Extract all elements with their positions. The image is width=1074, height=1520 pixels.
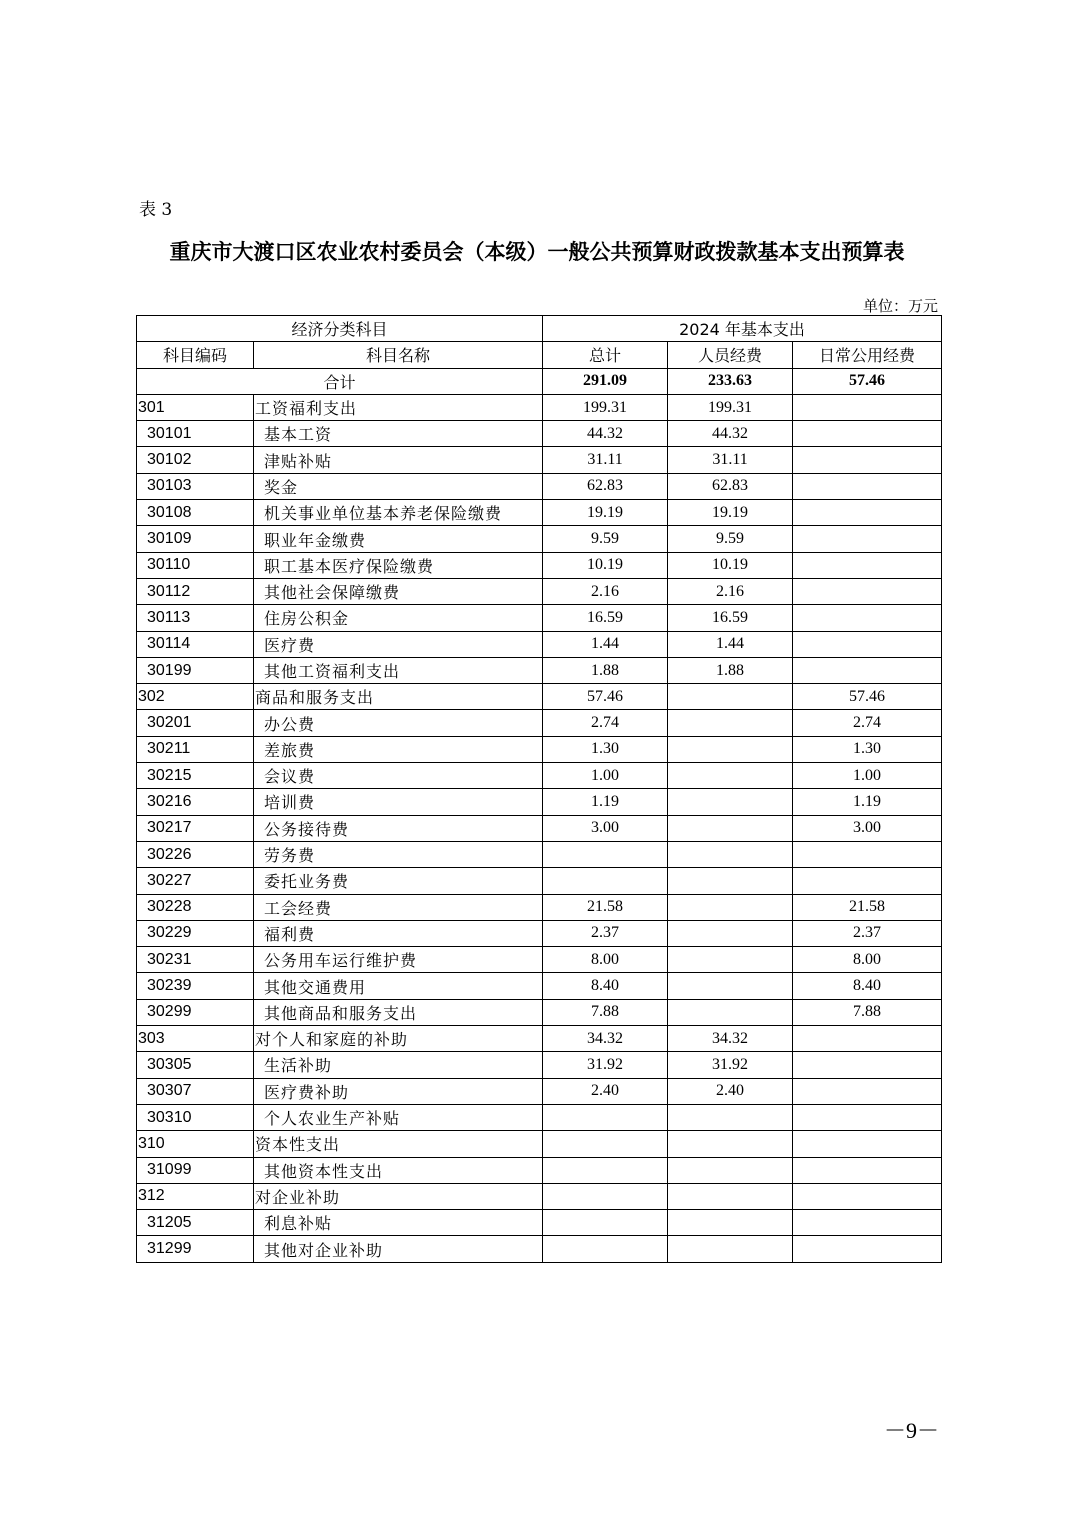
total-row-personnel: 233.63 — [668, 368, 793, 394]
row-code: 30216 — [137, 789, 254, 815]
row-total: 31.92 — [543, 1052, 668, 1078]
document-title: 重庆市大渡口区农业农村委员会（本级）一般公共预算财政拨款基本支出预算表 — [169, 240, 905, 264]
column-header-name: 科目名称 — [254, 342, 543, 368]
table-row — [137, 1236, 942, 1262]
row-total: 2.37 — [543, 920, 668, 946]
row-name: 办公费 — [254, 710, 543, 736]
table-label: 表 3 — [139, 200, 173, 220]
row-total: 1.88 — [543, 657, 668, 683]
row-code: 30307 — [137, 1078, 254, 1104]
row-total: 1.19 — [543, 789, 668, 815]
row-code: 312 — [137, 1183, 254, 1209]
table-row — [137, 947, 942, 973]
row-name: 津贴补贴 — [254, 447, 543, 473]
row-name: 委托业务费 — [254, 868, 543, 894]
row-personnel — [668, 920, 793, 946]
row-name: 其他工资福利支出 — [254, 657, 543, 683]
row-name: 工会经费 — [254, 894, 543, 920]
table-row — [137, 841, 942, 867]
row-personnel: 16.59 — [668, 605, 793, 631]
table-row — [137, 526, 942, 552]
column-header-personnel: 人员经费 — [668, 342, 793, 368]
row-personnel — [668, 1157, 793, 1183]
row-personnel: 31.11 — [668, 447, 793, 473]
column-header-total: 总计 — [543, 342, 668, 368]
row-code: 30114 — [137, 631, 254, 657]
row-personnel: 31.92 — [668, 1052, 793, 1078]
row-public — [793, 1104, 942, 1130]
row-public — [793, 1131, 942, 1157]
table-row — [137, 1131, 942, 1157]
row-personnel — [668, 1236, 793, 1262]
table-row — [137, 473, 942, 499]
table-row — [137, 631, 942, 657]
row-name: 其他交通费用 — [254, 973, 543, 999]
row-name: 劳务费 — [254, 841, 543, 867]
table-row — [137, 578, 942, 604]
row-name: 个人农业生产补贴 — [254, 1104, 543, 1130]
table-row — [137, 789, 942, 815]
row-public — [793, 1078, 942, 1104]
table-row — [137, 1052, 942, 1078]
table-row — [137, 657, 942, 683]
row-public — [793, 605, 942, 631]
row-public — [793, 1236, 942, 1262]
row-personnel: 1.44 — [668, 631, 793, 657]
row-personnel: 2.16 — [668, 578, 793, 604]
row-personnel — [668, 841, 793, 867]
row-code: 30103 — [137, 473, 254, 499]
row-public: 57.46 — [793, 684, 942, 710]
row-code: 303 — [137, 1026, 254, 1052]
row-code: 30227 — [137, 868, 254, 894]
row-name: 公务接待费 — [254, 815, 543, 841]
row-public: 8.40 — [793, 973, 942, 999]
row-total: 1.44 — [543, 631, 668, 657]
row-personnel — [668, 763, 793, 789]
row-personnel — [668, 710, 793, 736]
column-header-public: 日常公用经费 — [793, 342, 942, 368]
row-code: 30199 — [137, 657, 254, 683]
row-name: 基本工资 — [254, 421, 543, 447]
table-row — [137, 894, 942, 920]
row-public — [793, 1183, 942, 1209]
total-row-total: 291.09 — [543, 368, 668, 394]
column-header-code: 科目编码 — [137, 342, 254, 368]
row-total: 2.40 — [543, 1078, 668, 1104]
total-row-label: 合计 — [137, 368, 543, 394]
table-row — [137, 394, 942, 420]
row-name: 其他社会保障缴费 — [254, 578, 543, 604]
row-total: 34.32 — [543, 1026, 668, 1052]
row-code: 30109 — [137, 526, 254, 552]
row-personnel — [668, 868, 793, 894]
budget-table — [136, 315, 942, 1263]
row-public — [793, 394, 942, 420]
row-personnel — [668, 1183, 793, 1209]
table-row — [137, 1104, 942, 1130]
row-code: 30228 — [137, 894, 254, 920]
row-personnel — [668, 999, 793, 1025]
row-total — [543, 841, 668, 867]
row-total: 10.19 — [543, 552, 668, 578]
row-code: 30101 — [137, 421, 254, 447]
table-row — [137, 868, 942, 894]
row-total: 57.46 — [543, 684, 668, 710]
row-public — [793, 526, 942, 552]
row-code: 30201 — [137, 710, 254, 736]
row-personnel — [668, 894, 793, 920]
row-name: 住房公积金 — [254, 605, 543, 631]
row-personnel: 10.19 — [668, 552, 793, 578]
table-row — [137, 1157, 942, 1183]
row-total: 8.00 — [543, 947, 668, 973]
row-public: 21.58 — [793, 894, 942, 920]
row-public: 7.88 — [793, 999, 942, 1025]
row-total — [543, 1131, 668, 1157]
table-row — [137, 1183, 942, 1209]
row-name: 其他商品和服务支出 — [254, 999, 543, 1025]
group-header-row — [137, 316, 942, 342]
row-code: 30108 — [137, 500, 254, 526]
row-total: 31.11 — [543, 447, 668, 473]
row-public — [793, 841, 942, 867]
row-name: 利息补贴 — [254, 1210, 543, 1236]
row-public — [793, 657, 942, 683]
table-row — [137, 1026, 942, 1052]
table-row — [137, 500, 942, 526]
table-row — [137, 815, 942, 841]
row-name: 职工基本医疗保险缴费 — [254, 552, 543, 578]
group-header-economic-category: 经济分类科目 — [137, 316, 543, 342]
row-personnel: 62.83 — [668, 473, 793, 499]
row-code: 30239 — [137, 973, 254, 999]
row-total — [543, 1183, 668, 1209]
table-row — [137, 421, 942, 447]
table-row — [137, 605, 942, 631]
row-total: 19.19 — [543, 500, 668, 526]
row-total: 44.32 — [543, 421, 668, 447]
row-public — [793, 1210, 942, 1236]
row-personnel — [668, 789, 793, 815]
row-name: 资本性支出 — [254, 1131, 543, 1157]
unit-label: 单位：万元 — [862, 297, 938, 315]
row-total: 21.58 — [543, 894, 668, 920]
row-total: 8.40 — [543, 973, 668, 999]
row-code: 30102 — [137, 447, 254, 473]
row-name: 其他资本性支出 — [254, 1157, 543, 1183]
table-row — [137, 920, 942, 946]
row-name: 工资福利支出 — [254, 394, 543, 420]
row-public: 1.19 — [793, 789, 942, 815]
row-code: 30229 — [137, 920, 254, 946]
row-code: 31205 — [137, 1210, 254, 1236]
row-total: 7.88 — [543, 999, 668, 1025]
row-code: 30110 — [137, 552, 254, 578]
row-personnel: 44.32 — [668, 421, 793, 447]
row-personnel — [668, 947, 793, 973]
row-code: 31099 — [137, 1157, 254, 1183]
row-public — [793, 447, 942, 473]
row-code: 30211 — [137, 736, 254, 762]
row-public: 2.37 — [793, 920, 942, 946]
row-personnel: 2.40 — [668, 1078, 793, 1104]
row-name: 医疗费 — [254, 631, 543, 657]
row-public — [793, 473, 942, 499]
row-public: 2.74 — [793, 710, 942, 736]
table-row — [137, 763, 942, 789]
row-code: 30113 — [137, 605, 254, 631]
row-code: 302 — [137, 684, 254, 710]
row-total: 199.31 — [543, 394, 668, 420]
row-personnel — [668, 815, 793, 841]
row-public — [793, 1157, 942, 1183]
row-code: 301 — [137, 394, 254, 420]
row-name: 培训费 — [254, 789, 543, 815]
table-row — [137, 684, 942, 710]
row-code: 30112 — [137, 578, 254, 604]
row-name: 对个人和家庭的补助 — [254, 1026, 543, 1052]
row-code: 30217 — [137, 815, 254, 841]
table-row — [137, 999, 942, 1025]
table-row — [137, 447, 942, 473]
row-personnel: 34.32 — [668, 1026, 793, 1052]
row-name: 福利费 — [254, 920, 543, 946]
row-personnel: 1.88 — [668, 657, 793, 683]
table-row — [137, 736, 942, 762]
row-public: 8.00 — [793, 947, 942, 973]
total-row — [137, 368, 942, 394]
row-name: 差旅费 — [254, 736, 543, 762]
row-total: 2.74 — [543, 710, 668, 736]
row-total — [543, 1104, 668, 1130]
table-row — [137, 552, 942, 578]
row-code: 310 — [137, 1131, 254, 1157]
row-personnel — [668, 736, 793, 762]
page-number: －9－ — [884, 1418, 940, 1443]
row-name: 机关事业单位基本养老保险缴费 — [254, 500, 543, 526]
row-total: 9.59 — [543, 526, 668, 552]
total-row-public: 57.46 — [793, 368, 942, 394]
row-total — [543, 868, 668, 894]
row-code: 30299 — [137, 999, 254, 1025]
row-code: 30310 — [137, 1104, 254, 1130]
table-row — [137, 973, 942, 999]
row-name: 商品和服务支出 — [254, 684, 543, 710]
row-public: 1.30 — [793, 736, 942, 762]
row-total: 3.00 — [543, 815, 668, 841]
row-public — [793, 500, 942, 526]
row-personnel — [668, 1104, 793, 1130]
row-total: 16.59 — [543, 605, 668, 631]
row-code: 30215 — [137, 763, 254, 789]
row-total: 2.16 — [543, 578, 668, 604]
row-public — [793, 578, 942, 604]
row-public — [793, 868, 942, 894]
row-public — [793, 1052, 942, 1078]
row-code: 31299 — [137, 1236, 254, 1262]
row-personnel: 9.59 — [668, 526, 793, 552]
row-personnel — [668, 973, 793, 999]
row-public: 3.00 — [793, 815, 942, 841]
column-header-row — [137, 342, 942, 368]
row-name: 公务用车运行维护费 — [254, 947, 543, 973]
row-name: 其他对企业补助 — [254, 1236, 543, 1262]
table-row — [137, 1210, 942, 1236]
row-public — [793, 1026, 942, 1052]
row-code: 30231 — [137, 947, 254, 973]
row-personnel: 19.19 — [668, 500, 793, 526]
row-personnel — [668, 1131, 793, 1157]
row-name: 医疗费补助 — [254, 1078, 543, 1104]
row-public — [793, 552, 942, 578]
row-code: 30305 — [137, 1052, 254, 1078]
row-total: 62.83 — [543, 473, 668, 499]
row-personnel — [668, 684, 793, 710]
row-name: 奖金 — [254, 473, 543, 499]
table-row — [137, 1078, 942, 1104]
row-public — [793, 421, 942, 447]
row-code: 30226 — [137, 841, 254, 867]
row-public: 1.00 — [793, 763, 942, 789]
row-total — [543, 1210, 668, 1236]
row-total: 1.00 — [543, 763, 668, 789]
row-name: 对企业补助 — [254, 1183, 543, 1209]
table-row — [137, 710, 942, 736]
row-total — [543, 1236, 668, 1262]
row-public — [793, 631, 942, 657]
row-name: 职业年金缴费 — [254, 526, 543, 552]
row-total — [543, 1157, 668, 1183]
row-personnel — [668, 1210, 793, 1236]
row-name: 会议费 — [254, 763, 543, 789]
group-header-basic-expenditure: 2024 年基本支出 — [543, 316, 942, 342]
row-name: 生活补助 — [254, 1052, 543, 1078]
row-total: 1.30 — [543, 736, 668, 762]
row-personnel: 199.31 — [668, 394, 793, 420]
